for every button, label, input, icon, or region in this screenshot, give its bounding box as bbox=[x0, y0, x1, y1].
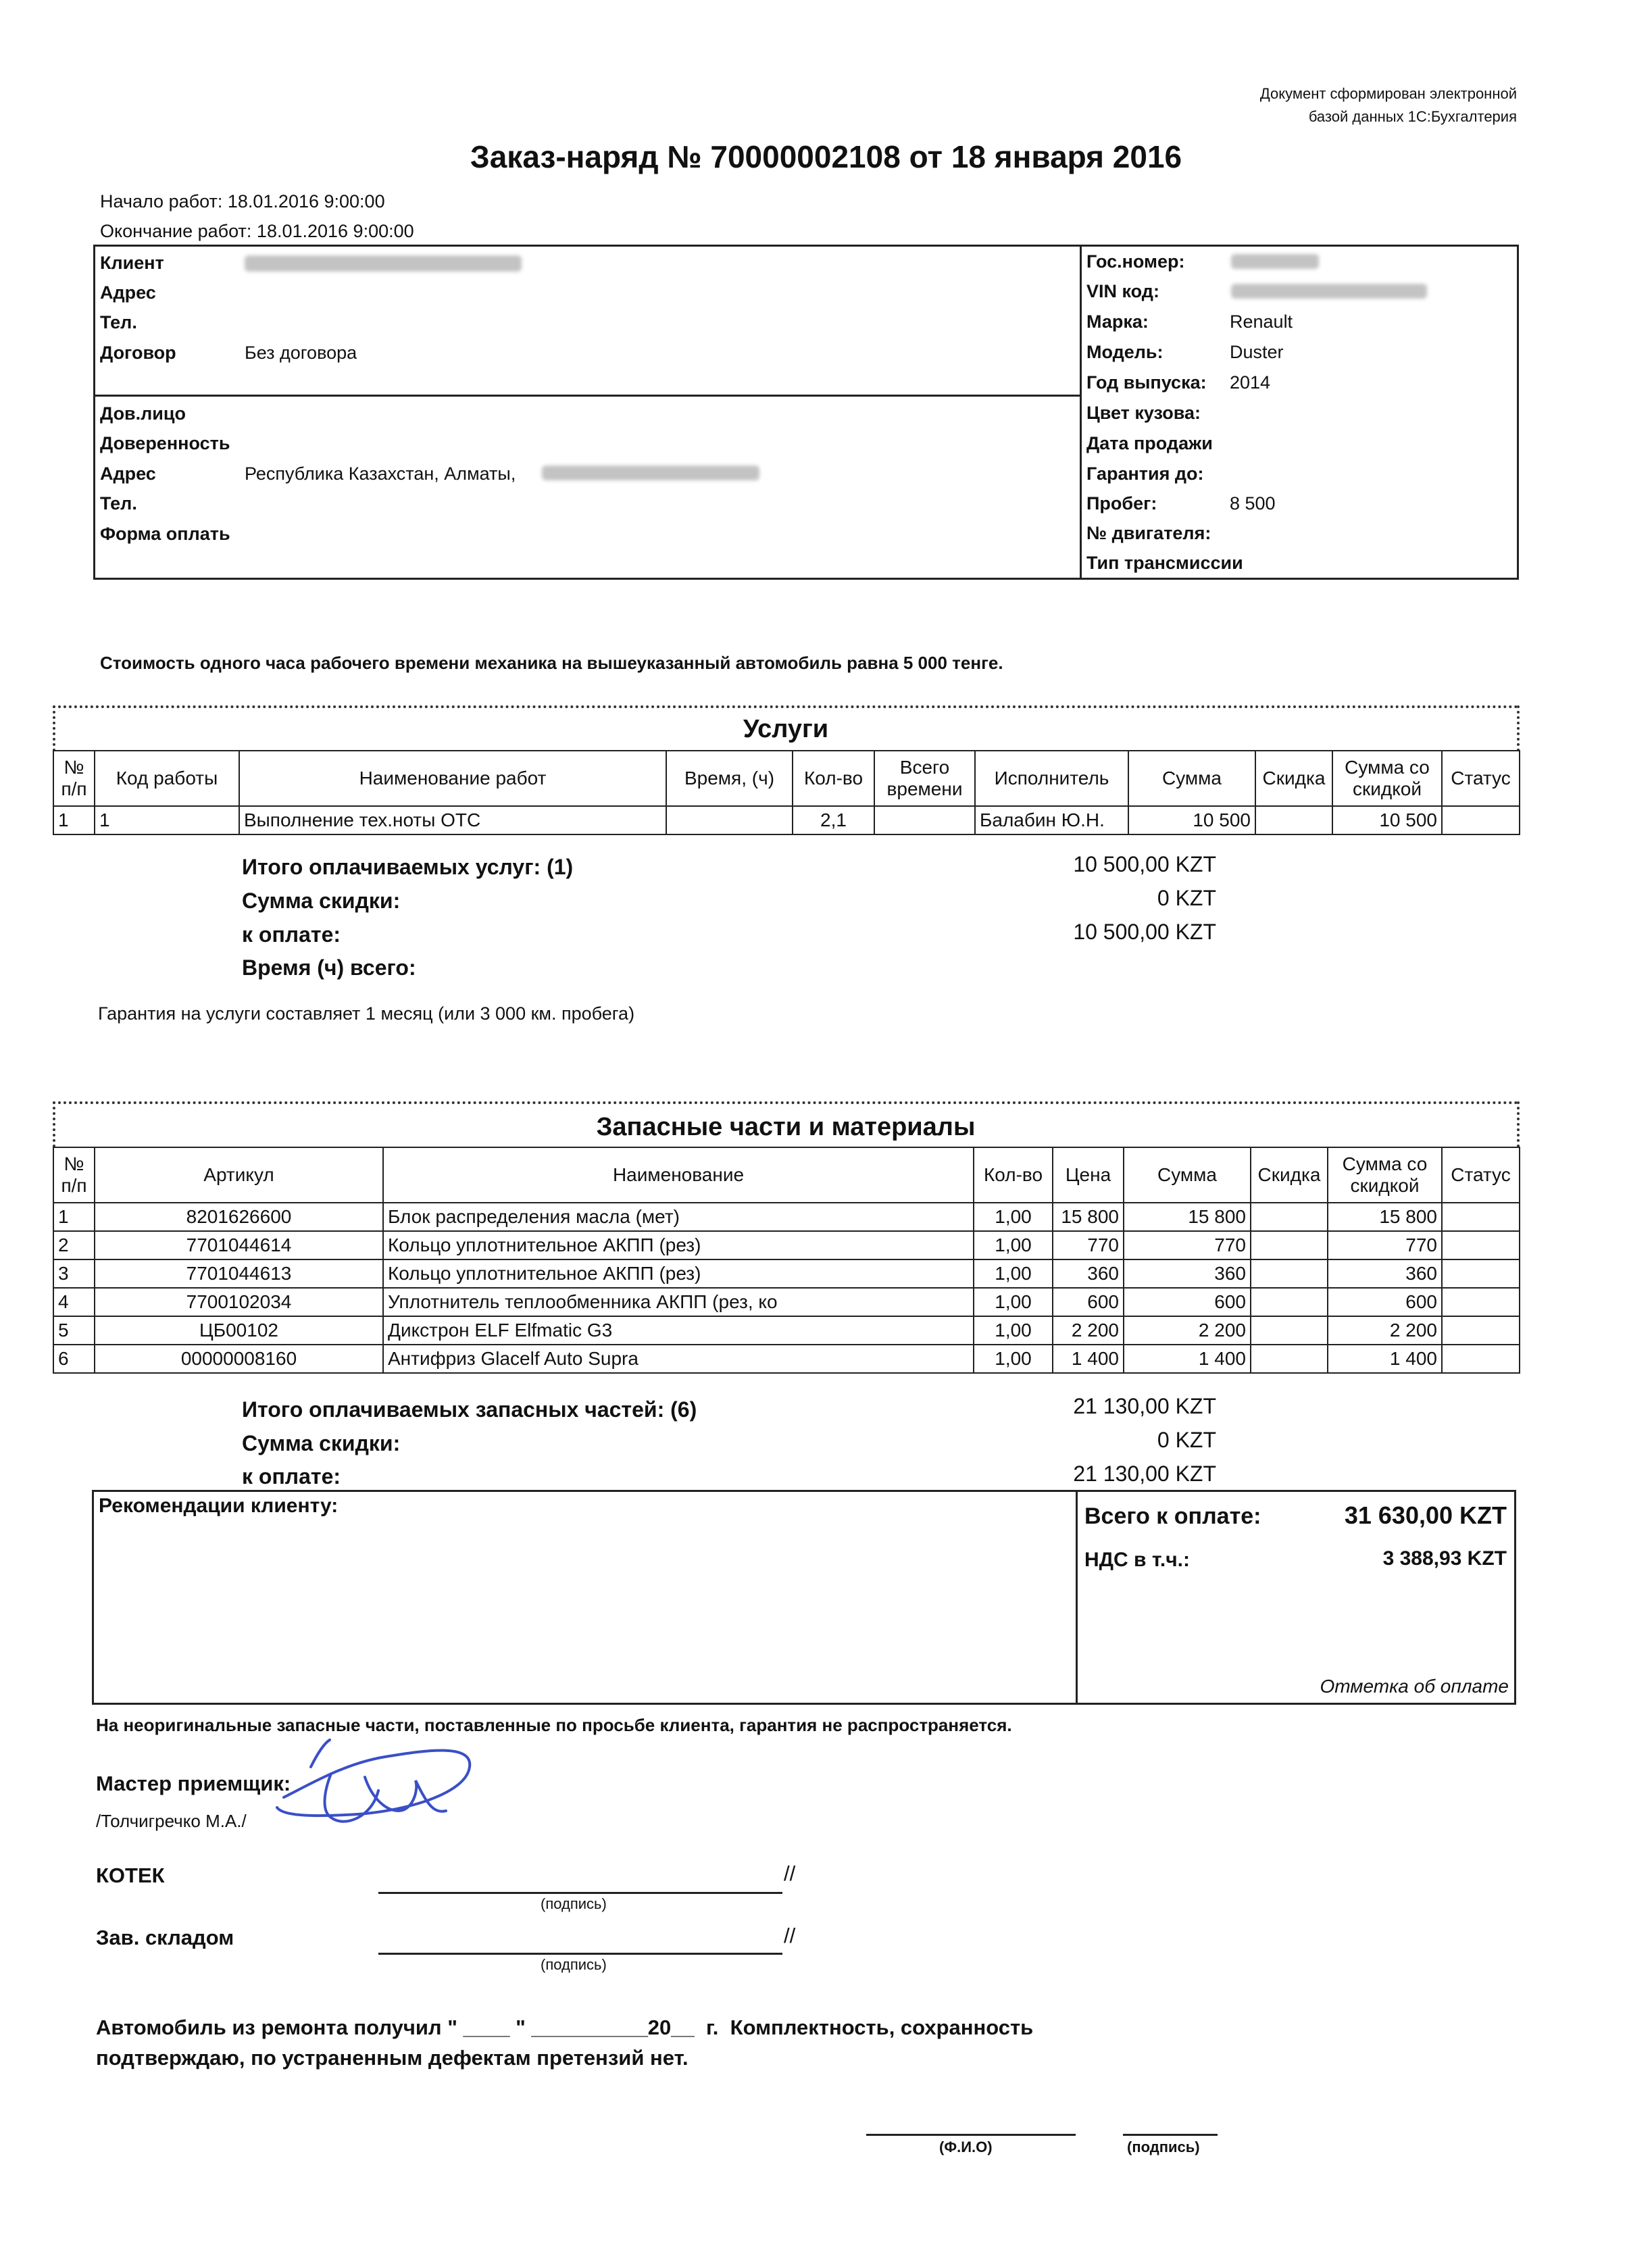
storekeeper-label: Зав. складом bbox=[96, 1926, 234, 1949]
received-line2: подтверждаю, по устраненным дефектам претензий нет. bbox=[96, 2046, 689, 2070]
cell-price: 15 800 bbox=[1053, 1203, 1124, 1231]
cell-num: 2 bbox=[53, 1231, 95, 1259]
cell-sum-discount: 1 400 bbox=[1328, 1345, 1442, 1373]
cell-qty: 2,1 bbox=[793, 806, 874, 834]
cell-price: 360 bbox=[1053, 1259, 1124, 1288]
master-name: /Толчигречко М.А./ bbox=[96, 1811, 247, 1831]
cell-name: Выполнение тех.ноты ОТС bbox=[239, 806, 666, 834]
recommendations-label: Рекомендации клиенту: bbox=[99, 1495, 339, 1517]
work-start: Начало работ: 18.01.2016 9:00:00 bbox=[100, 191, 385, 211]
kotek-signature-caption: (подпись) bbox=[541, 1895, 607, 1912]
parts-col-discount: Скидка bbox=[1251, 1147, 1328, 1203]
cell-article: ЦБ00102 bbox=[95, 1316, 383, 1345]
cell-discount bbox=[1251, 1203, 1328, 1231]
cell-num: 1 bbox=[53, 1203, 95, 1231]
cell-sum-discount: 770 bbox=[1328, 1231, 1442, 1259]
services-col-name: Наименование работ bbox=[239, 751, 666, 806]
cell-discount bbox=[1251, 1288, 1328, 1316]
received-line1: Автомобиль из ремонта получил " ____ " __________20__ г. Комплектность, сохранность bbox=[96, 2016, 1034, 2039]
sale-date-label: Дата продажи bbox=[1086, 433, 1213, 453]
year-value: 2014 bbox=[1230, 372, 1271, 393]
services-discount-label: Сумма скидки: bbox=[242, 889, 401, 913]
cell-qty: 1,00 bbox=[974, 1288, 1053, 1316]
cell-sum-discount: 10 500 bbox=[1332, 806, 1442, 834]
parts-table bbox=[53, 1147, 1520, 1374]
services-pay-value: 10 500,00 KZT bbox=[1073, 920, 1216, 944]
warranty-label: Гарантия до: bbox=[1086, 464, 1204, 484]
cell-price: 1 400 bbox=[1053, 1345, 1124, 1373]
cell-sum-discount: 360 bbox=[1328, 1259, 1442, 1288]
cell-status bbox=[1442, 806, 1520, 834]
table-row bbox=[53, 1345, 1520, 1373]
parts-col-price: Цена bbox=[1053, 1147, 1124, 1203]
parts-header-row bbox=[53, 1147, 1520, 1203]
contract-label: Договор bbox=[100, 343, 176, 363]
cell-price: 600 bbox=[1053, 1288, 1124, 1316]
client-label: Клиент bbox=[100, 253, 164, 273]
storekeeper-signature-caption: (подпись) bbox=[541, 1956, 607, 1973]
client-box-divider-v bbox=[1080, 245, 1082, 580]
cell-sum: 1 400 bbox=[1124, 1345, 1251, 1373]
final-sign-line bbox=[1123, 2134, 1218, 2136]
contract-value: Без договора bbox=[245, 343, 357, 363]
phone2-label: Тел. bbox=[100, 493, 137, 514]
generated-note-line2: базой данных 1С:Бухгалтерия bbox=[1308, 108, 1517, 125]
cell-status bbox=[1442, 1231, 1520, 1259]
cell-status bbox=[1442, 1345, 1520, 1373]
generated-note-line1: Документ сформирован электронной bbox=[1259, 85, 1517, 102]
cell-discount bbox=[1251, 1259, 1328, 1288]
cell-name: Дикстрон ELF Elfmatic G3 bbox=[383, 1316, 974, 1345]
table-row bbox=[53, 1316, 1520, 1345]
vat-label: НДС в т.ч.: bbox=[1084, 1549, 1190, 1571]
parts-col-num: № п/п bbox=[53, 1147, 95, 1203]
cell-total-time bbox=[874, 806, 975, 834]
parts-col-name: Наименование bbox=[383, 1147, 974, 1203]
cell-time bbox=[666, 806, 793, 834]
cell-sum: 770 bbox=[1124, 1231, 1251, 1259]
services-col-code: Код работы bbox=[95, 751, 239, 806]
parts-total-label: Итого оплачиваемых запасных частей: (6) bbox=[242, 1397, 697, 1422]
cell-sum: 15 800 bbox=[1124, 1203, 1251, 1231]
cell-code: 1 bbox=[95, 806, 239, 834]
services-col-time: Время, (ч) bbox=[666, 751, 793, 806]
cell-qty: 1,00 bbox=[974, 1231, 1053, 1259]
fio-caption: (Ф.И.О) bbox=[939, 2139, 993, 2155]
summary-box-divider bbox=[1076, 1490, 1078, 1705]
phone-label: Тел. bbox=[100, 312, 137, 332]
cell-qty: 1,00 bbox=[974, 1316, 1053, 1345]
address2-value: Республика Казахстан, Алматы, bbox=[245, 464, 516, 484]
cell-sum: 360 bbox=[1124, 1259, 1251, 1288]
summary-box bbox=[92, 1490, 1516, 1705]
parts-dotted-border bbox=[53, 1101, 1519, 1104]
payment-form-label: Форма оплать bbox=[100, 524, 230, 544]
cell-status bbox=[1442, 1203, 1520, 1231]
power-of-attorney-label: Доверенность bbox=[100, 433, 230, 453]
services-col-num: № п/п bbox=[53, 751, 95, 806]
table-row bbox=[53, 1259, 1520, 1288]
parts-col-qty: Кол-во bbox=[974, 1147, 1053, 1203]
handwritten-signature bbox=[270, 1716, 500, 1845]
services-col-total-time: Всего времени bbox=[874, 751, 975, 806]
parts-discount-value: 0 KZT bbox=[1157, 1428, 1216, 1452]
services-dotted-border bbox=[53, 705, 1519, 708]
final-sign-caption: (подпись) bbox=[1127, 2139, 1200, 2155]
services-time-label: Время (ч) всего: bbox=[242, 955, 416, 980]
cell-num: 5 bbox=[53, 1316, 95, 1345]
services-col-qty: Кол-во bbox=[793, 751, 874, 806]
fio-line bbox=[866, 2134, 1076, 2136]
client-value-redacted bbox=[245, 255, 522, 272]
cell-executor: Балабин Ю.Н. bbox=[975, 806, 1128, 834]
cell-status bbox=[1442, 1259, 1520, 1288]
table-row bbox=[53, 1231, 1520, 1259]
cell-article: 8201626600 bbox=[95, 1203, 383, 1231]
cell-num: 3 bbox=[53, 1259, 95, 1288]
parts-title: Запасные части и материалы bbox=[596, 1113, 976, 1141]
hour-rate-note: Стоимость одного часа рабочего времени механика на вышеуказанный автомобиль равна 5 000 тенге. bbox=[100, 653, 1003, 673]
cell-article: 7700102034 bbox=[95, 1288, 383, 1316]
cell-name: Уплотнитель теплообменника АКПП (рез, ко bbox=[383, 1288, 974, 1316]
vat-value: 3 388,93 KZT bbox=[1382, 1547, 1507, 1570]
mileage-label: Пробег: bbox=[1086, 493, 1157, 514]
parts-total-value: 21 130,00 KZT bbox=[1073, 1394, 1216, 1418]
cell-num: 4 bbox=[53, 1288, 95, 1316]
engine-label: № двигателя: bbox=[1086, 523, 1211, 543]
cell-sum: 600 bbox=[1124, 1288, 1251, 1316]
cell-price: 2 200 bbox=[1053, 1316, 1124, 1345]
cell-name: Блок распределения масла (мет) bbox=[383, 1203, 974, 1231]
kotek-signature-line bbox=[378, 1892, 782, 1894]
parts-col-sum: Сумма bbox=[1124, 1147, 1251, 1203]
plate-redacted bbox=[1231, 254, 1319, 269]
cell-name: Кольцо уплотнительное АКПП (рез) bbox=[383, 1231, 974, 1259]
work-end: Окончание работ: 18.01.2016 9:00:00 bbox=[100, 221, 414, 241]
mileage-value: 8 500 bbox=[1230, 493, 1276, 514]
storekeeper-slashes: // bbox=[784, 1924, 796, 1947]
vin-label: VIN код: bbox=[1086, 281, 1159, 301]
cell-num: 6 bbox=[53, 1345, 95, 1373]
generated-note bbox=[1260, 82, 1517, 128]
cell-sum-discount: 2 200 bbox=[1328, 1316, 1442, 1345]
master-label: Мастер приемщик: bbox=[96, 1772, 291, 1795]
services-col-executor: Исполнитель bbox=[975, 751, 1128, 806]
parts-col-status: Статус bbox=[1442, 1147, 1520, 1203]
cell-sum-discount: 15 800 bbox=[1328, 1203, 1442, 1231]
cell-num: 1 bbox=[53, 806, 95, 834]
parts-pay-value: 21 130,00 KZT bbox=[1073, 1462, 1216, 1486]
cell-name: Антифриз Glacelf Auto Supra bbox=[383, 1345, 974, 1373]
services-col-status: Статус bbox=[1442, 751, 1520, 806]
model-label: Модель: bbox=[1086, 342, 1163, 362]
payment-mark-label: Отметка об оплате bbox=[1320, 1676, 1509, 1697]
parts-pay-label: к оплате: bbox=[242, 1464, 341, 1489]
cell-qty: 1,00 bbox=[974, 1203, 1053, 1231]
cell-status bbox=[1442, 1288, 1520, 1316]
year-label: Год выпуска: bbox=[1086, 372, 1207, 393]
services-col-discount: Скидка bbox=[1255, 751, 1332, 806]
proxy-person-label: Дов.лицо bbox=[100, 403, 186, 424]
services-table bbox=[53, 750, 1520, 835]
cell-sum: 10 500 bbox=[1128, 806, 1255, 834]
client-box-divider-h bbox=[93, 395, 1080, 397]
cell-discount bbox=[1255, 806, 1332, 834]
cell-article: 7701044613 bbox=[95, 1259, 383, 1288]
services-col-sum-discount: Сумма со скидкой bbox=[1332, 751, 1442, 806]
services-header-row bbox=[53, 751, 1520, 806]
cell-article: 00000008160 bbox=[95, 1345, 383, 1373]
services-warranty-note: Гарантия на услуги составляет 1 месяц (или 3 000 км. пробега) bbox=[98, 1003, 635, 1024]
cell-price: 770 bbox=[1053, 1231, 1124, 1259]
kotek-label: КОТЕК bbox=[96, 1864, 165, 1887]
cell-name: Кольцо уплотнительное АКПП (рез) bbox=[383, 1259, 974, 1288]
cell-discount bbox=[1251, 1231, 1328, 1259]
address2-redacted bbox=[542, 466, 759, 480]
cell-qty: 1,00 bbox=[974, 1345, 1053, 1373]
cell-sum-discount: 600 bbox=[1328, 1288, 1442, 1316]
brand-value: Renault bbox=[1230, 311, 1293, 332]
table-row bbox=[53, 1203, 1520, 1231]
services-pay-label: к оплате: bbox=[242, 922, 341, 947]
cell-status bbox=[1442, 1316, 1520, 1345]
cell-article: 7701044614 bbox=[95, 1231, 383, 1259]
grand-total-label: Всего к оплате: bbox=[1084, 1503, 1261, 1529]
services-title: Услуги bbox=[743, 715, 829, 743]
cell-discount bbox=[1251, 1316, 1328, 1345]
table-row bbox=[53, 806, 1520, 834]
color-label: Цвет кузова: bbox=[1086, 403, 1201, 423]
address2-label: Адрес bbox=[100, 464, 156, 484]
table-row bbox=[53, 1288, 1520, 1316]
storekeeper-signature-line bbox=[378, 1953, 782, 1955]
parts-col-sum-discount: Сумма со скидкой bbox=[1328, 1147, 1442, 1203]
kotek-slashes: // bbox=[784, 1862, 796, 1885]
cell-sum: 2 200 bbox=[1124, 1316, 1251, 1345]
cell-discount bbox=[1251, 1345, 1328, 1373]
grand-total-value: 31 630,00 KZT bbox=[1344, 1501, 1507, 1529]
cell-qty: 1,00 bbox=[974, 1259, 1053, 1288]
vin-redacted bbox=[1231, 284, 1427, 299]
transmission-label: Тип трансмиссии bbox=[1086, 553, 1243, 573]
services-total-label: Итого оплачиваемых услуг: (1) bbox=[242, 855, 574, 879]
nonoriginal-note: На неоригинальные запасные части, поставленные по просьбе клиента, гарантия не распространяется. bbox=[96, 1715, 1012, 1735]
model-value: Duster bbox=[1230, 342, 1284, 362]
parts-discount-label: Сумма скидки: bbox=[242, 1431, 401, 1455]
document-title: Заказ-наряд № 70000002108 от 18 января 2016 bbox=[470, 139, 1182, 174]
services-discount-value: 0 KZT bbox=[1157, 886, 1216, 910]
brand-label: Марка: bbox=[1086, 311, 1149, 332]
services-col-sum: Сумма bbox=[1128, 751, 1255, 806]
services-total-value: 10 500,00 KZT bbox=[1073, 852, 1216, 876]
address-label: Адрес bbox=[100, 282, 156, 303]
plate-label: Гос.номер: bbox=[1086, 251, 1185, 272]
parts-col-article: Артикул bbox=[95, 1147, 383, 1203]
